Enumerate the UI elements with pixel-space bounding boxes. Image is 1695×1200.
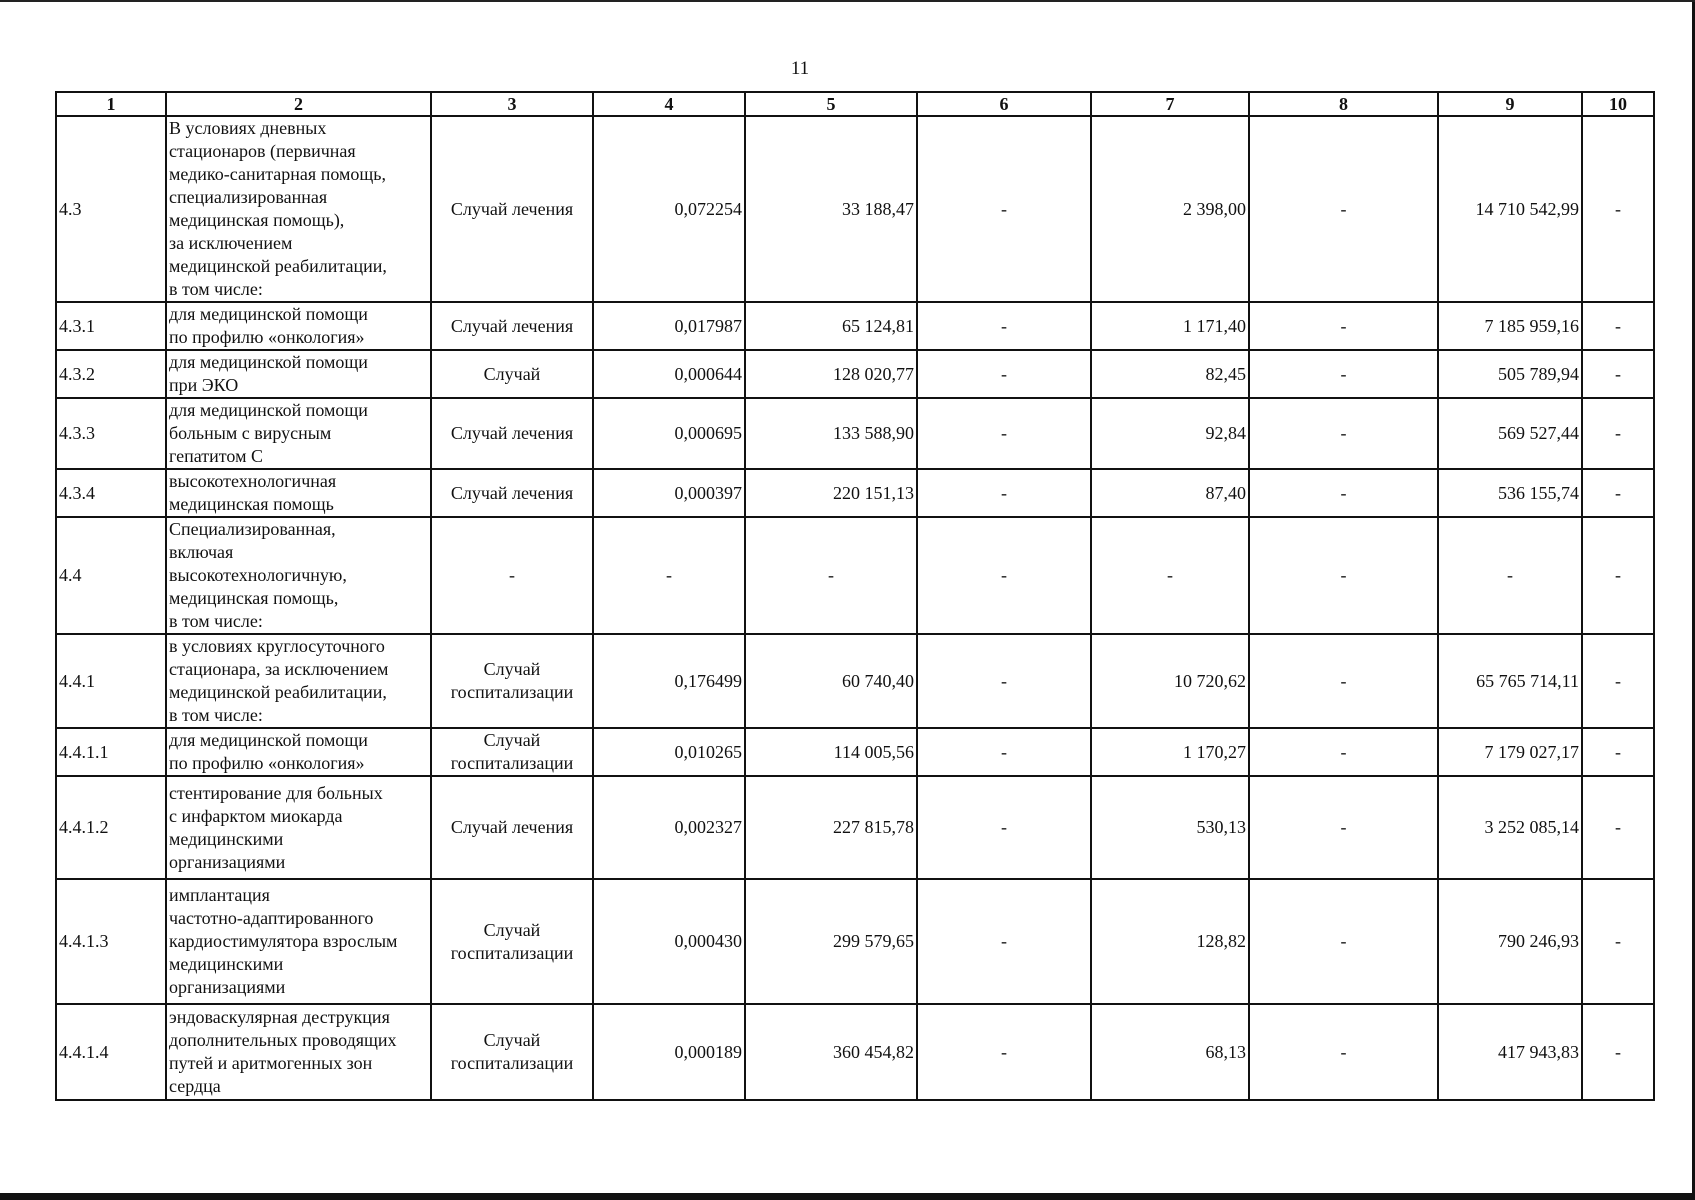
cell-col5: 220 151,13 xyxy=(745,469,917,517)
cell-col7: 1 171,40 xyxy=(1091,302,1249,350)
cell-col10: - xyxy=(1582,1004,1654,1100)
cell-col9: 569 527,44 xyxy=(1438,398,1582,469)
table-row xyxy=(56,116,1654,302)
cell-col9: 14 710 542,99 xyxy=(1438,116,1582,302)
cell-col7: - xyxy=(1091,517,1249,634)
table-row xyxy=(56,302,1654,350)
cell-col4: 0,000695 xyxy=(593,398,745,469)
row-description: для медицинской помощи по профилю «онкология» xyxy=(166,728,431,776)
cell-col4: 0,000644 xyxy=(593,350,745,398)
row-description: Специализированная, включая высокотехнологичную, медицинская помощь, в том числе: xyxy=(166,517,431,634)
cell-col10: - xyxy=(1582,116,1654,302)
cell-col5: 128 020,77 xyxy=(745,350,917,398)
column-header: 3 xyxy=(431,92,593,116)
cell-col6: - xyxy=(917,116,1091,302)
header-row xyxy=(56,92,1654,116)
cell-col10: - xyxy=(1582,398,1654,469)
row-number: 4.4.1.3 xyxy=(56,879,166,1004)
cell-col9: 3 252 085,14 xyxy=(1438,776,1582,879)
cell-col9: 7 185 959,16 xyxy=(1438,302,1582,350)
cell-col9: 417 943,83 xyxy=(1438,1004,1582,1100)
row-number: 4.4.1 xyxy=(56,634,166,728)
cell-col6: - xyxy=(917,517,1091,634)
cell-col6: - xyxy=(917,634,1091,728)
cell-col5: 114 005,56 xyxy=(745,728,917,776)
cell-col9: 505 789,94 xyxy=(1438,350,1582,398)
cell-col8: - xyxy=(1249,776,1438,879)
cell-col6: - xyxy=(917,1004,1091,1100)
row-number: 4.4 xyxy=(56,517,166,634)
row-description: для медицинской помощи по профилю «онкология» xyxy=(166,302,431,350)
row-description: в условиях круглосуточного стационара, за исключением медицинской реабилитации, в том числе: xyxy=(166,634,431,728)
row-description: для медицинской помощи больным с вирусным гепатитом С xyxy=(166,398,431,469)
cell-col5: 60 740,40 xyxy=(745,634,917,728)
row-unit: Случай лечения xyxy=(431,469,593,517)
table-row xyxy=(56,776,1654,879)
data-table xyxy=(55,91,1655,1101)
page-number: 11 xyxy=(790,58,810,79)
cell-col4: - xyxy=(593,517,745,634)
cell-col9: - xyxy=(1438,517,1582,634)
cell-col4: 0,002327 xyxy=(593,776,745,879)
row-description: В условиях дневных стационаров (первичная медико-санитарная помощь, специализированная медицинская помощь), за исключением медицинской реабилитации, в том числе: xyxy=(166,116,431,302)
row-description: высокотехнологичная медицинская помощь xyxy=(166,469,431,517)
cell-col9: 7 179 027,17 xyxy=(1438,728,1582,776)
column-header: 2 xyxy=(166,92,431,116)
cell-col8: - xyxy=(1249,469,1438,517)
cell-col5: - xyxy=(745,517,917,634)
cell-col9: 790 246,93 xyxy=(1438,879,1582,1004)
cell-col6: - xyxy=(917,776,1091,879)
cell-col7: 92,84 xyxy=(1091,398,1249,469)
row-description: стентирование для больных с инфарктом миокарда медицинскими организациями xyxy=(166,776,431,879)
column-header: 10 xyxy=(1582,92,1654,116)
row-number: 4.3.3 xyxy=(56,398,166,469)
table-row xyxy=(56,469,1654,517)
cell-col4: 0,072254 xyxy=(593,116,745,302)
cell-col7: 82,45 xyxy=(1091,350,1249,398)
cell-col7: 128,82 xyxy=(1091,879,1249,1004)
row-unit: Случай лечения xyxy=(431,398,593,469)
column-header: 6 xyxy=(917,92,1091,116)
row-unit: Случай госпитализации xyxy=(431,879,593,1004)
cell-col10: - xyxy=(1582,350,1654,398)
row-description: эндоваскулярная деструкция дополнительных проводящих путей и аритмогенных зон сердца xyxy=(166,1004,431,1100)
cell-col10: - xyxy=(1582,634,1654,728)
row-number: 4.3.1 xyxy=(56,302,166,350)
row-unit: Случай госпитализации xyxy=(431,634,593,728)
row-number: 4.4.1.2 xyxy=(56,776,166,879)
row-unit: Случай госпитализации xyxy=(431,1004,593,1100)
row-unit: Случай госпитализации xyxy=(431,728,593,776)
cell-col7: 10 720,62 xyxy=(1091,634,1249,728)
row-description: имплантация частотно-адаптированного кардиостимулятора взрослым медицинскими организациями xyxy=(166,879,431,1004)
cell-col6: - xyxy=(917,350,1091,398)
cell-col4: 0,176499 xyxy=(593,634,745,728)
cell-col8: - xyxy=(1249,634,1438,728)
column-header: 9 xyxy=(1438,92,1582,116)
cell-col6: - xyxy=(917,728,1091,776)
row-number: 4.3.4 xyxy=(56,469,166,517)
cell-col8: - xyxy=(1249,1004,1438,1100)
cell-col8: - xyxy=(1249,350,1438,398)
row-unit: Случай лечения xyxy=(431,116,593,302)
cell-col5: 65 124,81 xyxy=(745,302,917,350)
table-row xyxy=(56,350,1654,398)
cell-col6: - xyxy=(917,302,1091,350)
row-unit: Случай лечения xyxy=(431,302,593,350)
cell-col4: 0,000189 xyxy=(593,1004,745,1100)
table-row xyxy=(56,398,1654,469)
row-number: 4.3 xyxy=(56,116,166,302)
table-row xyxy=(56,879,1654,1004)
cell-col4: 0,000397 xyxy=(593,469,745,517)
page-top-edge xyxy=(0,0,1695,2)
cell-col5: 33 188,47 xyxy=(745,116,917,302)
cell-col7: 1 170,27 xyxy=(1091,728,1249,776)
cell-col5: 133 588,90 xyxy=(745,398,917,469)
cell-col10: - xyxy=(1582,728,1654,776)
cell-col8: - xyxy=(1249,398,1438,469)
cell-col8: - xyxy=(1249,116,1438,302)
cell-col8: - xyxy=(1249,302,1438,350)
cell-col5: 299 579,65 xyxy=(745,879,917,1004)
row-unit: Случай xyxy=(431,350,593,398)
cell-col8: - xyxy=(1249,879,1438,1004)
cell-col4: 0,017987 xyxy=(593,302,745,350)
table-row xyxy=(56,728,1654,776)
table-row xyxy=(56,1004,1654,1100)
cell-col8: - xyxy=(1249,517,1438,634)
cell-col5: 360 454,82 xyxy=(745,1004,917,1100)
column-header: 1 xyxy=(56,92,166,116)
row-description: для медицинской помощи при ЭКО xyxy=(166,350,431,398)
cell-col7: 68,13 xyxy=(1091,1004,1249,1100)
cell-col5: 227 815,78 xyxy=(745,776,917,879)
table-row xyxy=(56,517,1654,634)
cell-col6: - xyxy=(917,879,1091,1004)
cell-col9: 65 765 714,11 xyxy=(1438,634,1582,728)
cell-col6: - xyxy=(917,469,1091,517)
cell-col10: - xyxy=(1582,517,1654,634)
row-unit: - xyxy=(431,517,593,634)
cell-col4: 0,010265 xyxy=(593,728,745,776)
row-number: 4.3.2 xyxy=(56,350,166,398)
column-header: 8 xyxy=(1249,92,1438,116)
cell-col9: 536 155,74 xyxy=(1438,469,1582,517)
column-header: 5 xyxy=(745,92,917,116)
row-unit: Случай лечения xyxy=(431,776,593,879)
cell-col7: 530,13 xyxy=(1091,776,1249,879)
cell-col6: - xyxy=(917,398,1091,469)
row-number: 4.4.1.1 xyxy=(56,728,166,776)
cell-col7: 87,40 xyxy=(1091,469,1249,517)
cell-col7: 2 398,00 xyxy=(1091,116,1249,302)
cell-col10: - xyxy=(1582,879,1654,1004)
cell-col8: - xyxy=(1249,728,1438,776)
column-header: 4 xyxy=(593,92,745,116)
cell-col10: - xyxy=(1582,302,1654,350)
row-number: 4.4.1.4 xyxy=(56,1004,166,1100)
cell-col10: - xyxy=(1582,776,1654,879)
cell-col4: 0,000430 xyxy=(593,879,745,1004)
cell-col10: - xyxy=(1582,469,1654,517)
table-row xyxy=(56,634,1654,728)
column-header: 7 xyxy=(1091,92,1249,116)
